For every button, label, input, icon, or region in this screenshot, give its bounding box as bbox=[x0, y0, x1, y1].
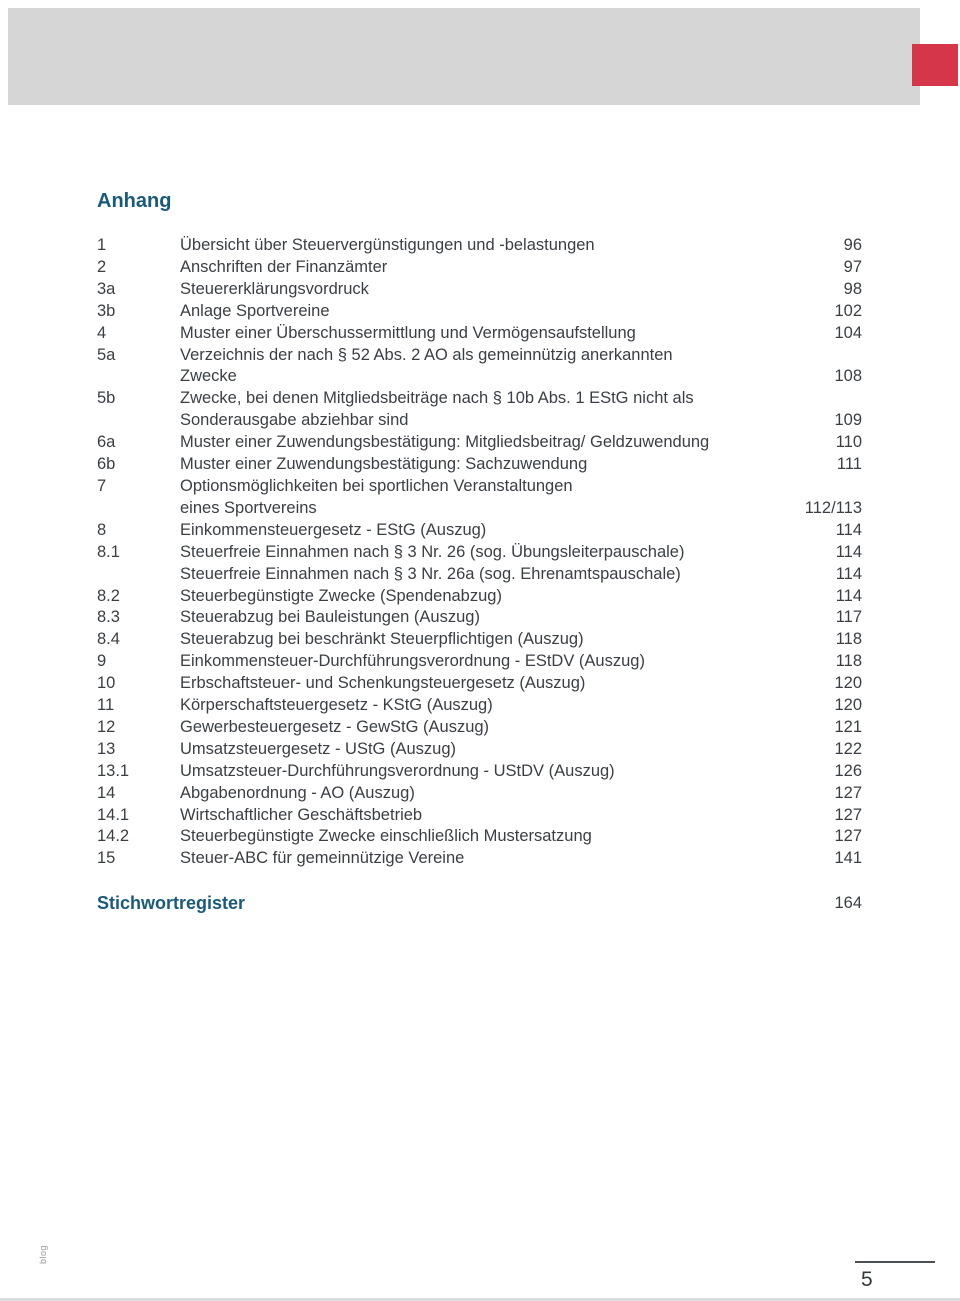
toc-entry-title: Zwecke bbox=[180, 367, 237, 386]
toc-row bbox=[97, 388, 862, 410]
toc-entry-title: Umsatzsteuergesetz - UStG (Auszug) bbox=[180, 739, 457, 758]
toc-entry-page: 120 bbox=[834, 696, 862, 715]
toc-row bbox=[97, 432, 862, 454]
toc-row bbox=[97, 520, 862, 542]
toc-entry-number: 8.1 bbox=[97, 542, 120, 561]
toc-entry-page: 117 bbox=[835, 608, 862, 627]
toc-entry-number: 8.2 bbox=[97, 586, 120, 605]
toc-entry-title: Optionsmöglichkeiten bei sportlichen Veranstaltungen bbox=[180, 476, 573, 495]
toc-row bbox=[97, 366, 862, 388]
toc-entry-number: 6a bbox=[97, 433, 116, 452]
register-page: 164 bbox=[834, 894, 862, 913]
toc-entry-number: 13 bbox=[97, 739, 116, 758]
toc-entry-number: 5a bbox=[97, 345, 116, 364]
toc-row bbox=[97, 279, 862, 301]
toc-entry-title: Muster einer Zuwendungsbestätigung: Mitgliedsbeitrag/ Geldzuwendung bbox=[180, 433, 710, 452]
toc-row bbox=[97, 323, 862, 345]
toc-row bbox=[97, 607, 862, 629]
toc-entry-title: Einkommensteuergesetz - EStG (Auszug) bbox=[180, 520, 487, 539]
toc-row bbox=[97, 717, 862, 739]
toc-entry-page: 111 bbox=[836, 455, 862, 474]
document-content bbox=[97, 0, 862, 914]
toc-entry-number: 6b bbox=[97, 455, 116, 474]
toc-entry-page: 98 bbox=[843, 279, 862, 298]
toc-entry-page: 127 bbox=[834, 805, 862, 824]
toc-entry-page: 118 bbox=[835, 630, 862, 649]
toc-entry-number: 7 bbox=[97, 476, 107, 495]
toc-entry-number: 4 bbox=[97, 323, 107, 342]
toc-row bbox=[97, 586, 862, 608]
toc-entry-title: Sonderausgabe abziehbar sind bbox=[180, 411, 409, 430]
toc-entry-number: 3b bbox=[97, 301, 116, 320]
toc-entry-page: 118 bbox=[835, 652, 862, 671]
toc-entry-page: 127 bbox=[834, 783, 862, 802]
toc-entry-page: 114 bbox=[835, 586, 862, 605]
toc-row bbox=[97, 235, 862, 257]
toc-entry-title: Steuerabzug bei beschränkt Steuerpflichtigen (Auszug) bbox=[180, 630, 584, 649]
toc-row bbox=[97, 761, 862, 783]
toc-entry-page: 104 bbox=[834, 323, 862, 342]
toc-entry-page: 122 bbox=[834, 739, 862, 758]
toc-list bbox=[97, 235, 862, 870]
toc-entry-number: 14.2 bbox=[97, 827, 130, 846]
toc-row bbox=[97, 345, 862, 367]
toc-row bbox=[97, 476, 862, 498]
toc-row bbox=[97, 564, 862, 586]
toc-entry-number bbox=[97, 498, 180, 520]
toc-row bbox=[97, 454, 862, 476]
toc-entry-page: 97 bbox=[843, 257, 862, 276]
toc-entry-number bbox=[97, 564, 180, 586]
toc-row bbox=[97, 257, 862, 279]
toc-entry-title: Muster einer Überschussermittlung und Vermögensaufstellung bbox=[180, 323, 636, 342]
toc-row bbox=[97, 739, 862, 761]
toc-entry-number: 14 bbox=[97, 783, 116, 802]
toc-entry-number: 13.1 bbox=[97, 761, 130, 780]
footer-rule bbox=[855, 1261, 935, 1263]
toc-entry-title: Verzeichnis der nach § 52 Abs. 2 AO als gemeinnützig anerkannten bbox=[180, 345, 673, 364]
watermark-text: blog bbox=[38, 1244, 48, 1264]
toc-entry-number: 3a bbox=[97, 279, 116, 298]
toc-row bbox=[97, 651, 862, 673]
toc-entry-number bbox=[97, 410, 180, 432]
toc-entry-title: Steuerfreie Einnahmen nach § 3 Nr. 26a (sog. Ehrenamtspauschale) bbox=[180, 564, 681, 583]
toc-entry-page: 141 bbox=[834, 849, 862, 868]
toc-entry-title: Einkommensteuer-Durchführungsverordnung - EStDV (Auszug) bbox=[180, 652, 645, 671]
appendix-heading: Anhang bbox=[97, 190, 172, 212]
toc-entry-number: 1 bbox=[97, 236, 107, 254]
toc-entry-page: 121 bbox=[834, 717, 862, 736]
toc-entry-number: 15 bbox=[97, 849, 116, 868]
toc-row bbox=[97, 695, 862, 717]
toc-entry-page: 108 bbox=[834, 367, 862, 386]
toc-entry-title: Erbschaftsteuer- und Schenkungsteuergesetz (Auszug) bbox=[180, 674, 586, 693]
toc-entry-title: Umsatzsteuer-Durchführungsverordnung - UStDV (Auszug) bbox=[180, 761, 615, 780]
toc-entry-title: Wirtschaftlicher Geschäftsbetrieb bbox=[180, 805, 423, 824]
toc-entry-number: 10 bbox=[97, 674, 116, 693]
toc-entry-title: Steuer-ABC für gemeinnützige Vereine bbox=[180, 849, 465, 868]
toc-entry-title: Körperschaftsteuergesetz - KStG (Auszug) bbox=[180, 696, 493, 715]
toc-row bbox=[97, 783, 862, 805]
toc-row bbox=[97, 848, 862, 870]
toc-entry-title: eines Sportvereins bbox=[180, 498, 317, 517]
toc-row bbox=[97, 629, 862, 651]
toc-entry-number: 2 bbox=[97, 257, 107, 276]
register-label: Stichwortregister bbox=[97, 893, 246, 914]
toc-row bbox=[97, 826, 862, 848]
toc-entry-title: Steuerfreie Einnahmen nach § 3 Nr. 26 (sog. Übungsleiterpauschale) bbox=[180, 542, 685, 561]
toc-row bbox=[97, 805, 862, 827]
toc-entry-title: Gewerbesteuergesetz - GewStG (Auszug) bbox=[180, 717, 490, 736]
toc-entry-page: 114 bbox=[835, 520, 862, 539]
page-number: 5 bbox=[861, 1268, 873, 1291]
toc-entry-title: Muster einer Zuwendungsbestätigung: Sachzuwendung bbox=[180, 455, 588, 474]
red-accent-square bbox=[912, 44, 958, 86]
toc-entry-page: 120 bbox=[834, 674, 862, 693]
toc-row bbox=[97, 410, 862, 432]
toc-entry-page: 109 bbox=[834, 411, 862, 430]
toc-entry-title: Übersicht über Steuervergünstigungen und -belastungen bbox=[180, 236, 595, 254]
toc-row bbox=[97, 301, 862, 323]
toc-entry-page: 126 bbox=[834, 761, 862, 780]
register-row bbox=[97, 892, 862, 914]
toc-entry-page: 110 bbox=[835, 433, 862, 452]
toc-entry-page: 114 bbox=[835, 542, 862, 561]
toc-entry-page: 127 bbox=[834, 827, 862, 846]
toc-entry-number: 5b bbox=[97, 389, 116, 408]
toc-row bbox=[97, 498, 862, 520]
toc-entry-page: 96 bbox=[843, 236, 862, 254]
toc-entry-number: 11 bbox=[97, 696, 115, 715]
toc-entry-page: 102 bbox=[834, 301, 862, 320]
toc-entry-number: 14.1 bbox=[97, 805, 130, 824]
toc-entry-title: Anlage Sportvereine bbox=[180, 301, 330, 320]
toc-row bbox=[97, 673, 862, 695]
toc-entry-title: Abgabenordnung - AO (Auszug) bbox=[180, 783, 415, 802]
toc-entry-title: Zwecke, bei denen Mitgliedsbeiträge nach § 10b Abs. 1 EStG nicht als bbox=[180, 389, 694, 408]
toc-entry-title: Steuerbegünstigte Zwecke einschließlich Mustersatzung bbox=[180, 827, 592, 846]
toc-entry-title: Steuererklärungsvordruck bbox=[180, 279, 369, 298]
toc-entry-number bbox=[97, 366, 180, 388]
toc-entry-page: 114 bbox=[835, 564, 862, 583]
toc-entry-number: 8 bbox=[97, 520, 107, 539]
toc-entry-number: 8.4 bbox=[97, 630, 120, 649]
toc-entry-page: 112/113 bbox=[804, 498, 862, 517]
toc-entry-title: Steuerbegünstigte Zwecke (Spendenabzug) bbox=[180, 586, 502, 605]
toc-row bbox=[97, 542, 862, 564]
toc-entry-number: 12 bbox=[97, 717, 116, 736]
toc-entry-title: Anschriften der Finanzämter bbox=[180, 257, 388, 276]
toc-entry-title: Steuerabzug bei Bauleistungen (Auszug) bbox=[180, 608, 480, 627]
toc-entry-number: 9 bbox=[97, 652, 107, 671]
toc-entry-number: 8.3 bbox=[97, 608, 120, 627]
